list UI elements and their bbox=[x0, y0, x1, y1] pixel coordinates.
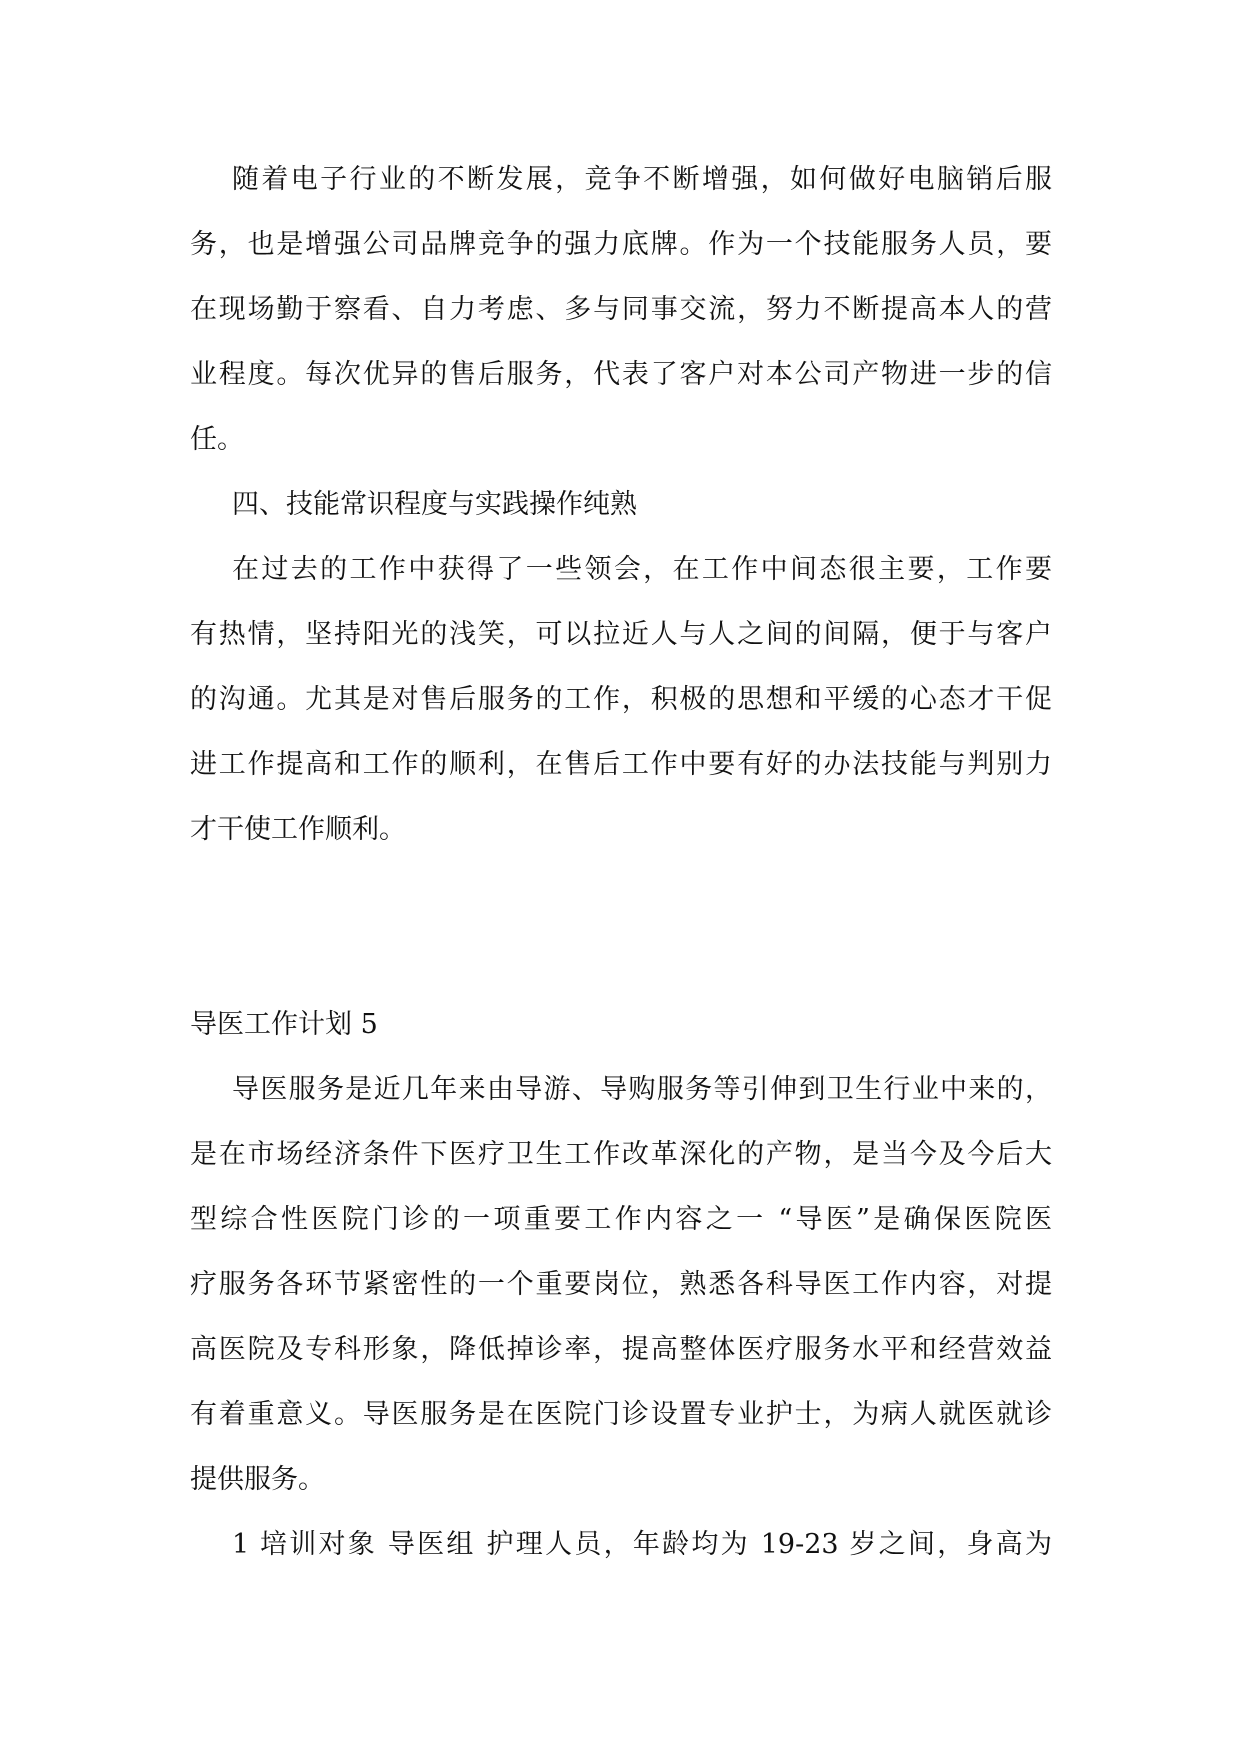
paragraph-line: 在过去的工作中获得了一些领会，在工作中间态很主要，工作要 bbox=[232, 554, 1052, 585]
paragraph-line: 提供服务。 bbox=[190, 1464, 325, 1495]
paragraph-line: 高医院及专科形象，降低掉诊率，提高整体医疗服务水平和经营效益 bbox=[190, 1334, 1052, 1365]
paragraph-line: 是在市场经济条件下医疗卫生工作改革深化的产物，是当今及今后大 bbox=[190, 1139, 1052, 1170]
paragraph-line: 务，也是增强公司品牌竞争的强力底牌。作为一个技能服务人员，要 bbox=[190, 229, 1052, 260]
paragraph-line: 有着重意义。导医服务是在医院门诊设置专业护士，为病人就医就诊 bbox=[190, 1399, 1052, 1430]
paragraph-line: 导医服务是近几年来由导游、导购服务等引伸到卫生行业中来的， bbox=[232, 1074, 1052, 1105]
paragraph-line: 疗服务各环节紧密性的一个重要岗位，熟悉各科导医工作内容，对提 bbox=[190, 1269, 1052, 1300]
paragraph-line: 在现场勤于察看、自力考虑、多与同事交流，努力不断提高本人的营 bbox=[190, 294, 1052, 325]
paragraph-line: 业程度。每次优异的售后服务，代表了客户对本公司产物进一步的信 bbox=[190, 359, 1052, 390]
paragraph-line: 进工作提高和工作的顺利，在售后工作中要有好的办法技能与判别力 bbox=[190, 749, 1052, 780]
paragraph-line: 任。 bbox=[190, 424, 244, 455]
paragraph-line: 随着电子行业的不断发展，竞争不断增强，如何做好电脑销后服 bbox=[232, 164, 1052, 195]
section-heading: 四、技能常识程度与实践操作纯熟 bbox=[232, 489, 637, 520]
paragraph-line: 的沟通。尤其是对售后服务的工作，积极的思想和平缓的心态才干促 bbox=[190, 684, 1052, 715]
paragraph-line: 有热情，坚持阳光的浅笑，可以拉近人与人之间的间隔，便于与客户 bbox=[190, 619, 1052, 650]
paragraph-line: 才干使工作顺利。 bbox=[190, 814, 406, 845]
paragraph-line: 型综合性医院门诊的一项重要工作内容之一 “导医”是确保医院医 bbox=[190, 1204, 1052, 1235]
paragraph-line: 1 培训对象 导医组 护理人员，年龄均为 19-23 岁之间，身高为 bbox=[232, 1529, 1052, 1560]
document-title: 导医工作计划 5 bbox=[190, 1009, 378, 1040]
